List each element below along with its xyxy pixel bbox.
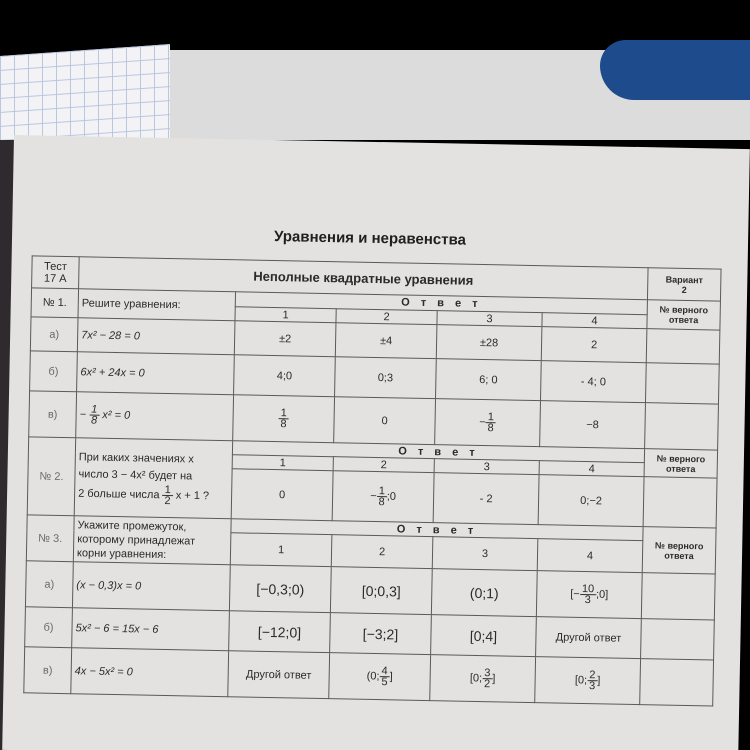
frac-den: 2 — [483, 678, 491, 691]
task1-b-ans3: 6; 0 — [436, 359, 542, 401]
test-id: 17 А — [43, 272, 67, 285]
task1-c-ans4: −8 — [540, 401, 646, 449]
col-4: 4 — [542, 313, 647, 329]
task2-line3a: 2 больше числа — [78, 487, 160, 502]
frac-num: 3 — [484, 667, 491, 680]
task3-col-2: 2 — [331, 535, 433, 569]
task3-a-ans4: [− $\frac{10}{3}$ ;0] — [536, 571, 642, 619]
pre: [0; — [574, 674, 588, 687]
task3-otvet: О т в е т — [231, 519, 643, 541]
task1-b-ans1: 4;0 — [234, 355, 336, 397]
task3-b-correct — [641, 619, 715, 660]
task1-c-ans3 — [435, 399, 541, 447]
task1-b-correct — [645, 363, 719, 404]
task3-b-label: б) — [25, 607, 73, 648]
rest: ;0 — [386, 490, 397, 503]
pre: [0; — [469, 672, 483, 685]
frac-num: 2 — [589, 669, 596, 682]
task3-c-label: в) — [24, 647, 72, 694]
task3-c-ans4 — [535, 657, 641, 705]
col-3: 3 — [437, 311, 542, 327]
task3-a-correct — [641, 573, 715, 620]
frac-num: 1 — [378, 485, 386, 498]
task3-a-eq: (x − 0,3)x = 0 — [72, 562, 230, 611]
task2-num: № 2. — [27, 437, 75, 516]
frac-num: 1 — [91, 403, 98, 416]
frac-den: 8 — [487, 422, 494, 435]
frac-num: 1 — [487, 411, 495, 424]
task2-ans4: 0;−2 — [538, 475, 644, 527]
task3-correct-label: № верного ответа — [642, 527, 716, 574]
frac-den: 8 — [378, 496, 385, 509]
task1-b-ans2: 0;3 — [335, 357, 437, 399]
frac-num: 4 — [381, 665, 388, 678]
task3-c-ans3 — [430, 655, 536, 703]
task1-b-eq: 6x² + 24x = 0 — [77, 352, 235, 395]
task1-num: № 1. — [31, 288, 79, 318]
task3-col-4: 4 — [537, 539, 643, 573]
task3-prompt1: Укажите промежуток, — [77, 518, 187, 533]
frac-num: 10 — [581, 582, 595, 596]
task3-a-ans2: [0;0,3] — [330, 567, 432, 615]
task3-prompt3: корни уравнения: — [76, 546, 167, 561]
test-label: Тест — [43, 260, 67, 273]
task2-fraction — [162, 485, 173, 506]
task3-a-ans1: [−0,3;0) — [229, 565, 331, 613]
task3-c-ans2 — [329, 653, 431, 701]
task2-col-3: 3 — [434, 459, 539, 475]
task1-a-ans2: ±4 — [335, 323, 437, 359]
task1-c-label: в) — [29, 391, 77, 438]
variant-label: Вариант — [665, 274, 704, 285]
task1-c-fraction — [89, 404, 100, 425]
task1-c-eq — [76, 392, 234, 441]
task3-a-ans3: (0;1) — [431, 569, 537, 617]
task2-line1: При каких значениях x — [78, 451, 194, 466]
task2-line3 — [78, 483, 228, 507]
task1-c-ans2: 0 — [334, 397, 436, 445]
task1-correct-label: № верного ответа — [647, 300, 721, 330]
task3-a-label: а) — [25, 561, 73, 608]
task2-col-2: 2 — [333, 457, 434, 473]
task1-a-ans3: ±28 — [436, 325, 542, 361]
task2-correct — [643, 477, 717, 528]
post: ] — [597, 674, 601, 687]
task1-a-correct — [646, 329, 720, 364]
frac-den: 3 — [584, 594, 591, 607]
task3-c-eq: 4x − 5x² = 0 — [71, 648, 229, 697]
task3-prompt2: которому принадлежат — [77, 532, 196, 548]
book-page — [2, 135, 750, 750]
task3-c-correct — [640, 659, 714, 706]
task2-otvet: О т в е т — [232, 441, 644, 463]
task1-c-rest: x² = 0 — [102, 409, 131, 422]
blue-object — [600, 40, 750, 100]
task1-c-ans1 — [233, 395, 335, 443]
task1-otvet: О т в е т — [235, 292, 647, 315]
task1-a-eq: 7x² − 28 = 0 — [77, 318, 235, 355]
sign: − — [573, 588, 580, 601]
task2-line2: число 3 − 4x² будет на — [78, 468, 193, 483]
variant-cell — [647, 268, 721, 301]
topic-title: Неполные квадратные уравнения — [79, 257, 649, 300]
task2-prompt — [74, 438, 232, 519]
post: ] — [492, 672, 496, 685]
task1-a-label: а) — [30, 317, 78, 352]
frac-den: 8 — [280, 418, 287, 431]
pre: (0; — [366, 670, 380, 683]
task3-c-ans1: Другой ответ — [228, 651, 330, 699]
sign: − — [370, 490, 377, 503]
col-2: 2 — [336, 309, 437, 325]
frac-den: 8 — [90, 414, 98, 427]
task3-b-ans3: [0;4] — [431, 615, 537, 657]
task3-num: № 3. — [26, 515, 74, 562]
test-table — [23, 255, 721, 706]
frac-den: 3 — [588, 680, 596, 693]
task2-col-1: 1 — [232, 455, 333, 471]
page-title: Уравнения и неравенства — [273, 228, 467, 249]
task1-c-sign: − — [79, 408, 87, 421]
task3-b-ans1: [−12;0] — [229, 611, 331, 653]
rest: ;0 — [595, 588, 606, 601]
task1-b-ans4: - 4; 0 — [540, 361, 646, 403]
task3-b-ans4: Другой ответ — [536, 617, 642, 659]
col-1: 1 — [235, 307, 336, 323]
test-cell — [32, 256, 80, 289]
frac-num: 1 — [280, 407, 287, 420]
variant-num: 2 — [681, 284, 687, 295]
task2-correct-label: № верного ответа — [644, 449, 718, 478]
task2-ans3: - 2 — [433, 473, 539, 525]
task1-c-correct — [645, 403, 719, 450]
task1-a-ans1: ±2 — [234, 321, 336, 357]
frac-num: 1 — [164, 483, 171, 497]
task1-b-label: б) — [30, 351, 78, 392]
frac-den: 2 — [164, 494, 171, 508]
task1-a-ans4: 2 — [541, 327, 647, 363]
task3-b-ans2: [−3;2] — [330, 613, 432, 655]
task1-prompt: Решите уравнения: — [78, 289, 236, 321]
frac-den: 5 — [381, 676, 388, 689]
task3-col-3: 3 — [432, 537, 538, 571]
task2-ans1: 0 — [231, 469, 333, 521]
task2-ans2 — [332, 471, 434, 523]
sign: − — [479, 416, 486, 429]
task3-prompt — [73, 516, 231, 565]
task3-b-eq: 5x² − 6 = 15x − 6 — [72, 608, 230, 651]
post: ] — [389, 670, 393, 683]
task3-col-1: 1 — [230, 533, 332, 567]
task2-col-4: 4 — [539, 461, 644, 477]
task2-line3b: x + 1 ? — [175, 489, 210, 503]
